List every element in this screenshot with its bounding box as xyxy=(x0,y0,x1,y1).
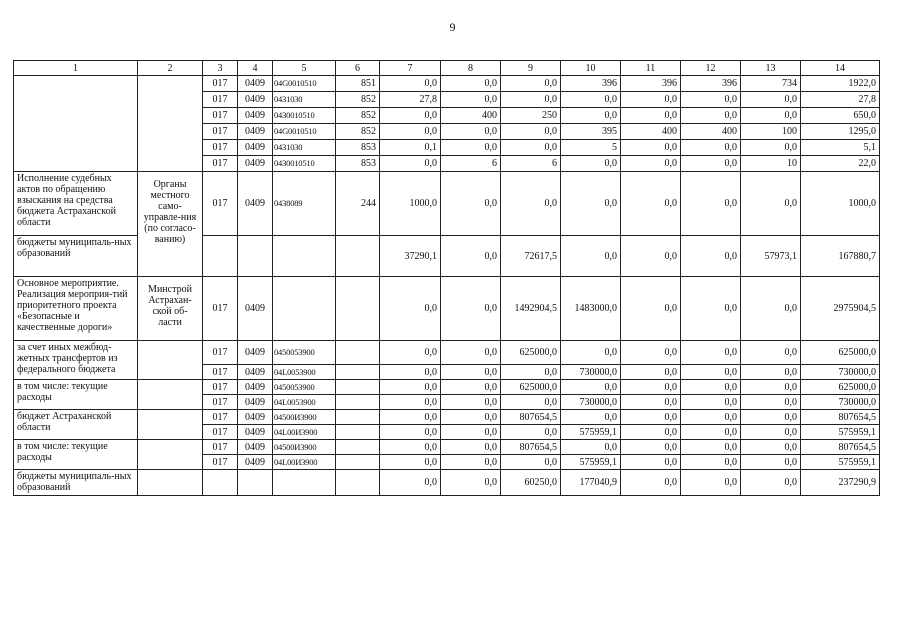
organization-cell: Органы местного само-управле-ния (по согласо-ванию) xyxy=(138,172,203,277)
value-cell: 0,0 xyxy=(681,236,741,277)
column-header: 8 xyxy=(441,61,501,76)
column-header: 5 xyxy=(273,61,336,76)
value-cell: 0,1 xyxy=(380,140,441,156)
value-cell: 0,0 xyxy=(681,140,741,156)
value-cell: 0,0 xyxy=(501,124,561,140)
code-cell xyxy=(203,236,238,277)
code-cell: 0409 xyxy=(238,277,273,341)
value-cell: 237290,9 xyxy=(801,470,880,496)
code-cell: 017 xyxy=(203,108,238,124)
code-cell xyxy=(238,236,273,277)
table-row xyxy=(14,380,880,395)
value-cell: 0,0 xyxy=(561,156,621,172)
table-row xyxy=(14,410,880,425)
page-number: 9 xyxy=(449,20,456,34)
table-row xyxy=(14,341,880,365)
value-cell: 0,0 xyxy=(741,410,801,425)
value-cell: 27,8 xyxy=(801,92,880,108)
value-cell: 575959,1 xyxy=(801,455,880,470)
code-cell: 04G0010510 xyxy=(273,76,336,92)
table-row xyxy=(14,172,880,236)
code-cell: 04G0010510 xyxy=(273,124,336,140)
value-cell: 730000,0 xyxy=(801,365,880,380)
table-row xyxy=(14,470,880,496)
value-cell: 2975904,5 xyxy=(801,277,880,341)
value-cell: 0,0 xyxy=(681,92,741,108)
value-cell: 0,0 xyxy=(441,92,501,108)
value-cell: 0,0 xyxy=(441,455,501,470)
value-cell: 0,0 xyxy=(380,156,441,172)
value-cell: 250 xyxy=(501,108,561,124)
code-cell: 017 xyxy=(203,410,238,425)
code-cell: 04500И3900 xyxy=(273,440,336,455)
value-cell: 0,0 xyxy=(441,341,501,365)
code-cell: 0430010510 xyxy=(273,156,336,172)
code-cell: 04L0053900 xyxy=(273,395,336,410)
value-cell: 400 xyxy=(621,124,681,140)
column-header: 11 xyxy=(621,61,681,76)
value-cell: 0,0 xyxy=(501,455,561,470)
value-cell: 0,0 xyxy=(380,395,441,410)
value-cell: 0,0 xyxy=(380,470,441,496)
organization-cell xyxy=(138,76,203,172)
value-cell: 0,0 xyxy=(681,365,741,380)
value-cell: 0,0 xyxy=(621,140,681,156)
code-cell: 851 xyxy=(336,76,380,92)
value-cell: 650,0 xyxy=(801,108,880,124)
description-cell: бюджет Астраханской области xyxy=(14,410,138,440)
value-cell: 0,0 xyxy=(501,140,561,156)
code-cell: 852 xyxy=(336,92,380,108)
code-cell: 0409 xyxy=(238,156,273,172)
code-cell: 0409 xyxy=(238,92,273,108)
value-cell: 625000,0 xyxy=(801,380,880,395)
value-cell: 0,0 xyxy=(681,440,741,455)
description-cell: в том числе: текущие расходы xyxy=(14,380,138,410)
value-cell: 0,0 xyxy=(501,172,561,236)
code-cell: 04L0053900 xyxy=(273,365,336,380)
code-cell: 04L00И3900 xyxy=(273,425,336,440)
value-cell: 0,0 xyxy=(741,92,801,108)
value-cell: 807654,5 xyxy=(801,440,880,455)
code-cell: 853 xyxy=(336,156,380,172)
organization-cell: Минстрой Астрахан-ской об-ласти xyxy=(138,277,203,341)
value-cell: 396 xyxy=(561,76,621,92)
value-cell: 0,0 xyxy=(380,380,441,395)
value-cell: 0,0 xyxy=(681,108,741,124)
code-cell: 017 xyxy=(203,156,238,172)
organization-cell xyxy=(138,440,203,470)
value-cell: 0,0 xyxy=(561,380,621,395)
value-cell: 0,0 xyxy=(621,156,681,172)
value-cell: 5 xyxy=(561,140,621,156)
code-cell: 0409 xyxy=(238,455,273,470)
value-cell: 807654,5 xyxy=(501,410,561,425)
code-cell: 0409 xyxy=(238,380,273,395)
code-cell: 017 xyxy=(203,172,238,236)
value-cell: 0,0 xyxy=(681,341,741,365)
column-header: 9 xyxy=(501,61,561,76)
code-cell: 017 xyxy=(203,341,238,365)
table-row xyxy=(14,61,880,76)
value-cell: 0,0 xyxy=(441,277,501,341)
column-header: 6 xyxy=(336,61,380,76)
value-cell: 0,0 xyxy=(561,92,621,108)
value-cell: 0,0 xyxy=(741,365,801,380)
value-cell: 396 xyxy=(621,76,681,92)
code-cell xyxy=(336,425,380,440)
code-cell: 0431030 xyxy=(273,92,336,108)
value-cell: 0,0 xyxy=(741,395,801,410)
description-cell: в том числе: текущие расходы xyxy=(14,440,138,470)
value-cell: 0,0 xyxy=(441,440,501,455)
column-header: 3 xyxy=(203,61,238,76)
value-cell: 57973,1 xyxy=(741,236,801,277)
code-cell: 0409 xyxy=(238,172,273,236)
column-header: 13 xyxy=(741,61,801,76)
value-cell: 0,0 xyxy=(561,440,621,455)
value-cell: 0,0 xyxy=(621,341,681,365)
value-cell: 0,0 xyxy=(380,124,441,140)
value-cell: 0,0 xyxy=(441,470,501,496)
value-cell: 0,0 xyxy=(741,425,801,440)
value-cell: 396 xyxy=(681,76,741,92)
value-cell: 0,0 xyxy=(621,455,681,470)
code-cell xyxy=(336,395,380,410)
column-header: 12 xyxy=(681,61,741,76)
code-cell: 244 xyxy=(336,172,380,236)
value-cell: 37290,1 xyxy=(380,236,441,277)
code-cell xyxy=(336,410,380,425)
value-cell: 1000,0 xyxy=(380,172,441,236)
value-cell: 0,0 xyxy=(441,425,501,440)
column-header: 2 xyxy=(138,61,203,76)
code-cell: 017 xyxy=(203,365,238,380)
value-cell: 0,0 xyxy=(621,440,681,455)
code-cell: 04500И3900 xyxy=(273,410,336,425)
value-cell: 167880,7 xyxy=(801,236,880,277)
value-cell: 177040,9 xyxy=(561,470,621,496)
code-cell: 0409 xyxy=(238,365,273,380)
value-cell: 0,0 xyxy=(741,455,801,470)
value-cell: 0,0 xyxy=(380,410,441,425)
value-cell: 0,0 xyxy=(441,365,501,380)
value-cell: 0,0 xyxy=(380,277,441,341)
code-cell: 017 xyxy=(203,440,238,455)
value-cell: 0,0 xyxy=(380,455,441,470)
code-cell: 017 xyxy=(203,455,238,470)
value-cell: 0,0 xyxy=(681,380,741,395)
value-cell: 0,0 xyxy=(741,172,801,236)
value-cell: 0,0 xyxy=(501,395,561,410)
code-cell: 0409 xyxy=(238,76,273,92)
value-cell: 0,0 xyxy=(741,470,801,496)
value-cell: 0,0 xyxy=(561,108,621,124)
value-cell: 0,0 xyxy=(441,236,501,277)
value-cell: 60250,0 xyxy=(501,470,561,496)
value-cell: 0,0 xyxy=(621,92,681,108)
value-cell: 0,0 xyxy=(561,341,621,365)
description-cell: бюджеты муниципаль-ных образований xyxy=(14,236,138,277)
code-cell xyxy=(336,277,380,341)
value-cell: 5,1 xyxy=(801,140,880,156)
value-cell: 0,0 xyxy=(561,410,621,425)
column-header: 7 xyxy=(380,61,441,76)
code-cell: 017 xyxy=(203,380,238,395)
code-cell: 017 xyxy=(203,76,238,92)
table-row xyxy=(14,440,880,455)
value-cell: 0,0 xyxy=(621,380,681,395)
value-cell: 730000,0 xyxy=(801,395,880,410)
value-cell: 0,0 xyxy=(681,395,741,410)
description-cell: Основное мероприятие. Реализация мероприя-тий приоритетного проекта «Безопасные и качественные дороги» xyxy=(14,277,138,341)
value-cell: 0,0 xyxy=(441,380,501,395)
value-cell: 575959,1 xyxy=(561,455,621,470)
value-cell: 0,0 xyxy=(621,277,681,341)
value-cell: 6 xyxy=(441,156,501,172)
value-cell: 1492904,5 xyxy=(501,277,561,341)
column-header: 14 xyxy=(801,61,880,76)
value-cell: 0,0 xyxy=(441,140,501,156)
value-cell: 0,0 xyxy=(380,365,441,380)
organization-cell xyxy=(138,380,203,410)
code-cell: 0409 xyxy=(238,124,273,140)
value-cell: 0,0 xyxy=(501,92,561,108)
code-cell xyxy=(203,470,238,496)
value-cell: 6 xyxy=(501,156,561,172)
value-cell: 1922,0 xyxy=(801,76,880,92)
value-cell: 0,0 xyxy=(621,395,681,410)
value-cell: 10 xyxy=(741,156,801,172)
code-cell: 853 xyxy=(336,140,380,156)
value-cell: 807654,5 xyxy=(501,440,561,455)
table-row xyxy=(14,277,880,341)
description-cell: Исполнение судебных актов по обращению взыскания на средства бюджета Астраханской области xyxy=(14,172,138,236)
code-cell: 852 xyxy=(336,108,380,124)
column-header: 4 xyxy=(238,61,273,76)
value-cell: 400 xyxy=(441,108,501,124)
value-cell: 0,0 xyxy=(501,365,561,380)
value-cell: 1483000,0 xyxy=(561,277,621,341)
code-cell: 852 xyxy=(336,124,380,140)
value-cell: 0,0 xyxy=(621,425,681,440)
value-cell: 0,0 xyxy=(681,425,741,440)
code-cell: 017 xyxy=(203,395,238,410)
organization-cell xyxy=(138,470,203,496)
code-cell: 017 xyxy=(203,124,238,140)
value-cell: 22,0 xyxy=(801,156,880,172)
code-cell xyxy=(273,277,336,341)
code-cell xyxy=(336,440,380,455)
code-cell: 017 xyxy=(203,92,238,108)
value-cell: 625000,0 xyxy=(501,341,561,365)
value-cell: 0,0 xyxy=(741,341,801,365)
value-cell: 0,0 xyxy=(621,410,681,425)
code-cell: 0409 xyxy=(238,140,273,156)
value-cell: 730000,0 xyxy=(561,365,621,380)
organization-cell xyxy=(138,341,203,380)
value-cell: 625000,0 xyxy=(501,380,561,395)
code-cell: 0409 xyxy=(238,425,273,440)
value-cell: 625000,0 xyxy=(801,341,880,365)
description-cell xyxy=(14,76,138,172)
value-cell: 0,0 xyxy=(681,470,741,496)
value-cell: 400 xyxy=(681,124,741,140)
code-cell: 0409 xyxy=(238,341,273,365)
code-cell xyxy=(336,455,380,470)
value-cell: 0,0 xyxy=(501,76,561,92)
code-cell xyxy=(273,236,336,277)
code-cell: 0430010510 xyxy=(273,108,336,124)
code-cell: 0450053900 xyxy=(273,380,336,395)
code-cell xyxy=(336,365,380,380)
code-cell xyxy=(273,470,336,496)
table-row xyxy=(14,76,880,92)
description-cell: бюджеты муниципаль-ных образований xyxy=(14,470,138,496)
code-cell: 0438089 xyxy=(273,172,336,236)
value-cell: 0,0 xyxy=(741,440,801,455)
value-cell: 0,0 xyxy=(621,172,681,236)
code-cell xyxy=(336,380,380,395)
value-cell: 575959,1 xyxy=(801,425,880,440)
value-cell: 0,0 xyxy=(741,108,801,124)
value-cell: 575959,1 xyxy=(561,425,621,440)
value-cell: 0,0 xyxy=(681,410,741,425)
code-cell xyxy=(336,236,380,277)
value-cell: 734 xyxy=(741,76,801,92)
code-cell xyxy=(238,470,273,496)
value-cell: 100 xyxy=(741,124,801,140)
code-cell: 04L00И3900 xyxy=(273,455,336,470)
value-cell: 0,0 xyxy=(380,108,441,124)
code-cell: 0409 xyxy=(238,410,273,425)
value-cell: 0,0 xyxy=(741,140,801,156)
value-cell: 0,0 xyxy=(441,410,501,425)
code-cell: 0409 xyxy=(238,108,273,124)
code-cell xyxy=(336,470,380,496)
value-cell: 1000,0 xyxy=(801,172,880,236)
code-cell: 0409 xyxy=(238,440,273,455)
value-cell: 0,0 xyxy=(681,277,741,341)
code-cell: 017 xyxy=(203,277,238,341)
value-cell: 0,0 xyxy=(441,76,501,92)
code-cell: 0431030 xyxy=(273,140,336,156)
value-cell: 0,0 xyxy=(501,425,561,440)
description-cell: за счет иных межбюд-жетных трансфертов из федерального бюджета xyxy=(14,341,138,380)
value-cell: 0,0 xyxy=(621,236,681,277)
value-cell: 730000,0 xyxy=(561,395,621,410)
value-cell: 0,0 xyxy=(561,236,621,277)
value-cell: 0,0 xyxy=(561,172,621,236)
column-header: 1 xyxy=(14,61,138,76)
value-cell: 0,0 xyxy=(441,395,501,410)
budget-table xyxy=(13,60,880,496)
value-cell: 0,0 xyxy=(380,341,441,365)
value-cell: 0,0 xyxy=(681,172,741,236)
organization-cell xyxy=(138,410,203,440)
code-cell: 0409 xyxy=(238,395,273,410)
value-cell: 0,0 xyxy=(681,455,741,470)
value-cell: 395 xyxy=(561,124,621,140)
code-cell xyxy=(336,341,380,365)
value-cell: 0,0 xyxy=(621,365,681,380)
code-cell: 0450053900 xyxy=(273,341,336,365)
value-cell: 1295,0 xyxy=(801,124,880,140)
value-cell: 0,0 xyxy=(380,425,441,440)
value-cell: 0,0 xyxy=(621,108,681,124)
value-cell: 0,0 xyxy=(621,470,681,496)
value-cell: 0,0 xyxy=(681,156,741,172)
value-cell: 0,0 xyxy=(741,380,801,395)
column-header: 10 xyxy=(561,61,621,76)
value-cell: 72617,5 xyxy=(501,236,561,277)
code-cell: 017 xyxy=(203,425,238,440)
value-cell: 807654,5 xyxy=(801,410,880,425)
value-cell: 0,0 xyxy=(441,172,501,236)
code-cell: 017 xyxy=(203,140,238,156)
value-cell: 0,0 xyxy=(441,124,501,140)
value-cell: 0,0 xyxy=(741,277,801,341)
value-cell: 0,0 xyxy=(380,76,441,92)
value-cell: 0,0 xyxy=(380,440,441,455)
value-cell: 27,8 xyxy=(380,92,441,108)
